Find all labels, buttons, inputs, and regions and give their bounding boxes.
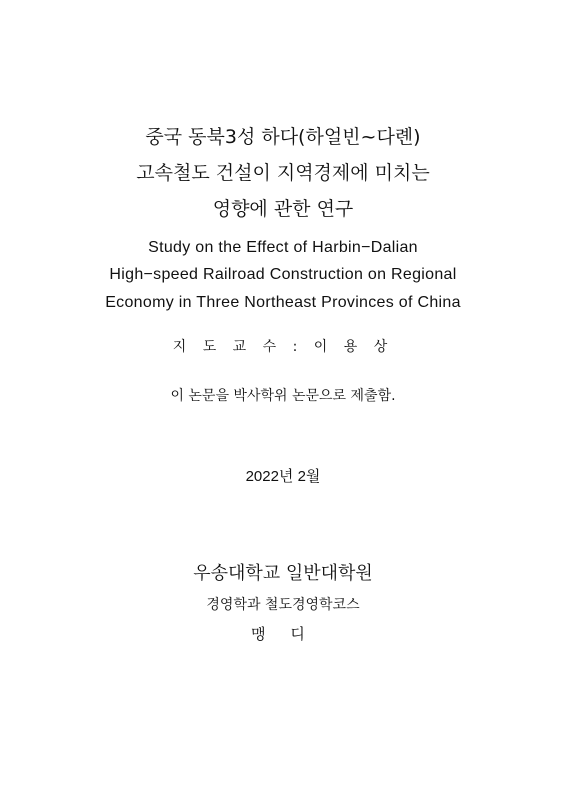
advisor-line: 지 도 교 수 : 이 용 상 — [172, 339, 394, 355]
english-title-line-2: High−speed Railroad Construction on Regional — [109, 266, 457, 283]
submission-date: 2022년 2월 — [245, 468, 321, 485]
english-title-line-1: Study on the Effect of Harbin−Dalian — [148, 239, 418, 256]
korean-title-line-2: 고속철도 건설이 지역경제에 미치는 — [136, 162, 430, 184]
submission-statement: 이 논문을 박사학위 논문으로 제출함. — [170, 388, 396, 404]
korean-title-line-3: 영향에 관한 연구 — [212, 198, 354, 220]
english-title-line-3: Economy in Three Northeast Provinces of China — [105, 294, 461, 311]
korean-title-line-1: 중국 동북3성 하다(하얼빈~다롄) — [145, 126, 421, 148]
author-name: 맹 디 — [251, 625, 315, 643]
department-name: 경영학과 철도경영학코스 — [206, 597, 360, 613]
university-name: 우송대학교 일반대학원 — [193, 563, 373, 584]
